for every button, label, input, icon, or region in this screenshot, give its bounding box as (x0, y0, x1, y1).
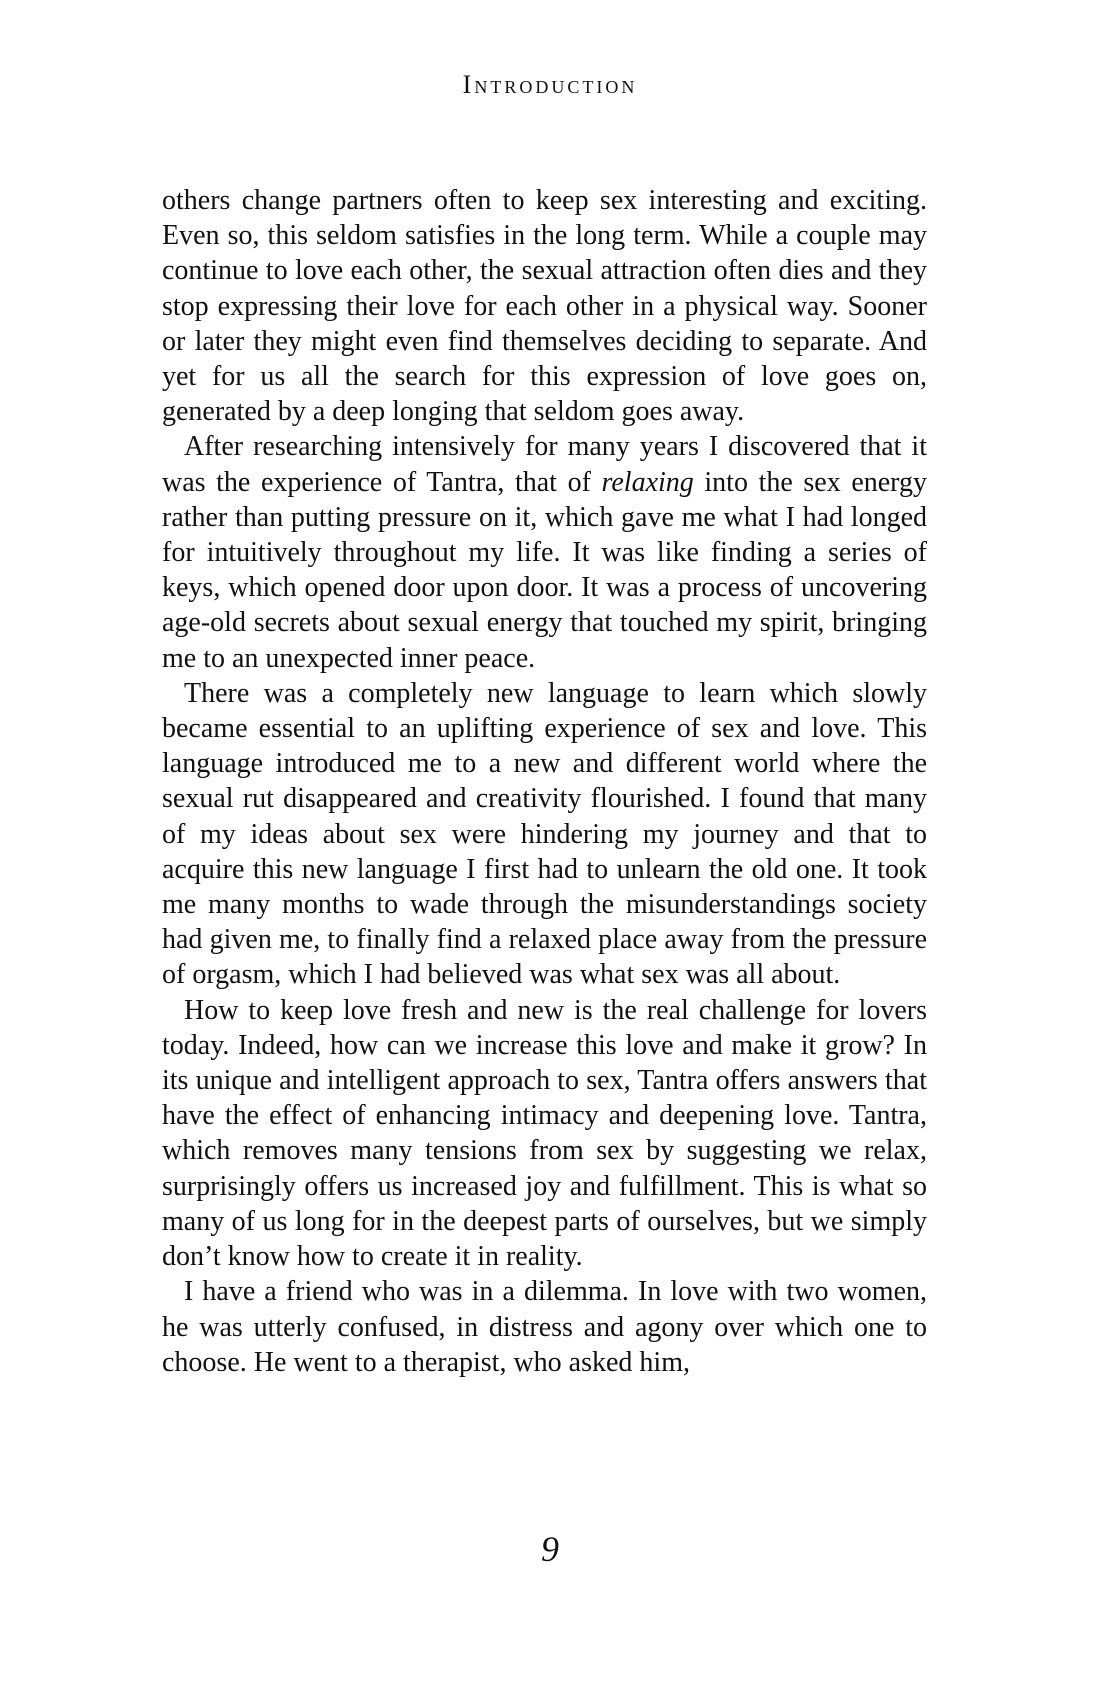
body-text (162, 183, 927, 1380)
paragraph-1: others change partners often to keep sex interesting and exciting. Even so, this seldom satisfies in the long term. While a couple may continue to love each other, the sexual attraction often dies and they stop expressing their love for each other in a physical way. Sooner or later they might even find themselves deciding to separate. And yet for us all the search for this expression of love goes on, generated by a deep longing that seldom goes away. (162, 185, 927, 428)
paragraph-2-emphasis: relaxing (601, 466, 694, 498)
paragraph-2-before: After researching intensively for many years I discovered that it was the experience of Tantra, that of (162, 431, 927, 498)
paragraph-5: I have a friend who was in a dilemma. In love with two women, he was utterly confused, in distress and agony over which one to choose. He went to a therapist, who asked him, (162, 1276, 927, 1378)
running-head: Introduction (462, 70, 638, 99)
page-number: 9 (541, 1529, 559, 1569)
paragraph-4: How to keep love fresh and new is the real challenge for lovers today. Indeed, how can we increase this love and make it grow? In its unique and intelligent approach to sex, Tantra offers answers that have the effect of enhancing intimacy and deepening love. Tantra, which removes many tensions from sex by suggesting we relax, surprisingly offers us increased joy and fulfillment. This is what so many of us long for in the deepest parts of ourselves, but we simply don’t know how to create it in reality. (162, 994, 927, 1273)
paragraph-2 (162, 429, 927, 675)
paragraph-3: There was a completely new language to learn which slowly became essential to an uplifting experience of sex and love. This language introduced me to a new and different world where the sexual rut disappeared and creativity flourished. I found that many of my ideas about sex were hindering my journey and that to acquire this new language I first had to unlearn the old one. It took me many months to wade through the misunderstandings society had given me, to finally find a relaxed place away from the pressure of orgasm, which I had believed was what sex was all about. (162, 677, 927, 991)
paragraph-2-after: into the sex energy rather than putting pressure on it, which gave me what I had longed for intuitively throughout my life. It was like finding a series of keys, which opened door upon door. It was a process of uncovering age-old secrets about sexual energy that touched my spirit, bringing me to an unexpected inner peace. (162, 466, 928, 674)
